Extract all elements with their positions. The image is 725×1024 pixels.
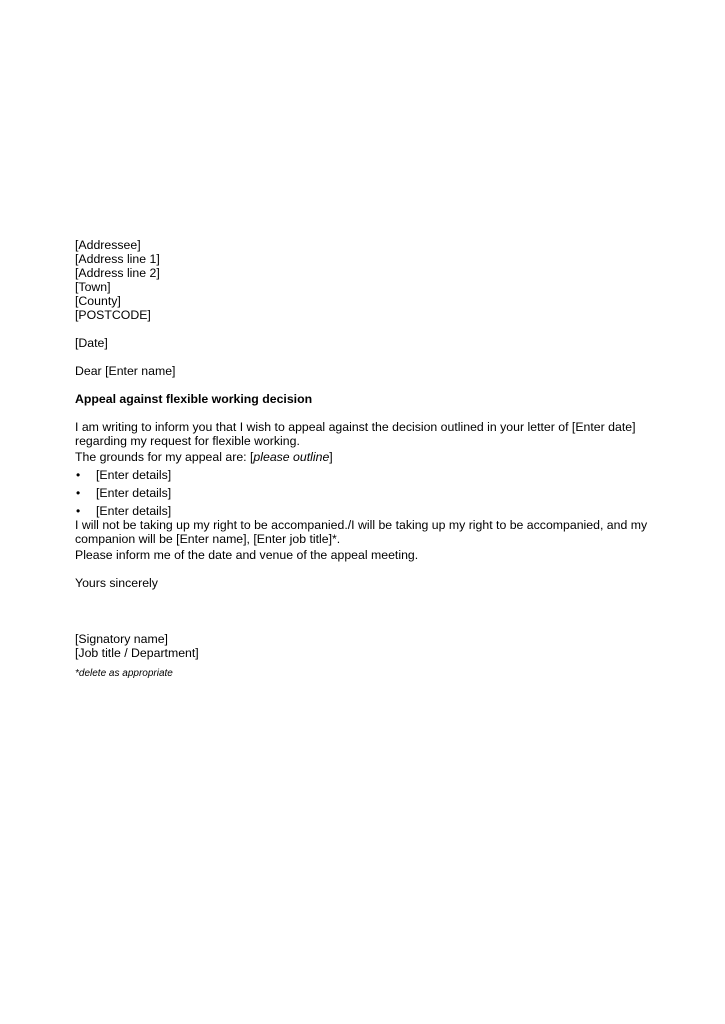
address-postcode: [POSTCODE] xyxy=(75,308,151,322)
address-line-2: [Address line 2] xyxy=(75,266,160,280)
grounds-list xyxy=(75,468,665,518)
list-item-text: [Enter details] xyxy=(96,486,172,500)
grounds-line xyxy=(75,450,665,464)
closing: Yours sincerely xyxy=(75,576,158,590)
bullet-icon: • xyxy=(76,504,81,518)
address-county: [County] xyxy=(75,294,121,308)
list-item-text: [Enter details] xyxy=(96,468,172,482)
intro-line-1: I am writing to inform you that I wish to appeal against the decision outlined in your letter of [Enter date] xyxy=(75,420,636,434)
signature-block xyxy=(75,632,665,660)
intro-line-2: regarding my request for flexible working. xyxy=(75,434,300,448)
bullet-icon: • xyxy=(76,486,81,500)
salutation: Dear [Enter name] xyxy=(75,364,176,378)
address-town: [Town] xyxy=(75,280,111,294)
signatory-title: [Job title / Department] xyxy=(75,646,199,660)
grounds-prefix: The grounds for my appeal are: [ xyxy=(75,450,254,464)
grounds-suffix: ] xyxy=(329,450,333,464)
intro-paragraph xyxy=(75,420,665,448)
address-line-1: [Address line 1] xyxy=(75,252,160,266)
request-line: Please inform me of the date and venue of the appeal meeting. xyxy=(75,548,419,562)
list-item-text: [Enter details] xyxy=(96,504,172,518)
footnote: *delete as appropriate xyxy=(75,668,173,679)
accompany-line-2: companion will be [Enter name], [Enter job title]*. xyxy=(75,532,341,546)
address-addressee: [Addressee] xyxy=(75,238,141,252)
letter-date: [Date] xyxy=(75,336,108,350)
grounds-italic: please outline xyxy=(253,450,330,464)
accompany-line-1: I will not be taking up my right to be accompanied./I will be taking up my right to be accompanied, and my xyxy=(75,518,648,532)
list-item xyxy=(75,486,665,500)
signatory-name: [Signatory name] xyxy=(75,632,168,646)
bullet-icon: • xyxy=(76,468,81,482)
list-item xyxy=(75,468,665,482)
accompany-paragraph xyxy=(75,518,665,546)
list-item xyxy=(75,504,665,518)
subject-heading: Appeal against flexible working decision xyxy=(75,392,313,406)
letter-body xyxy=(75,238,665,680)
address-block xyxy=(75,238,665,322)
